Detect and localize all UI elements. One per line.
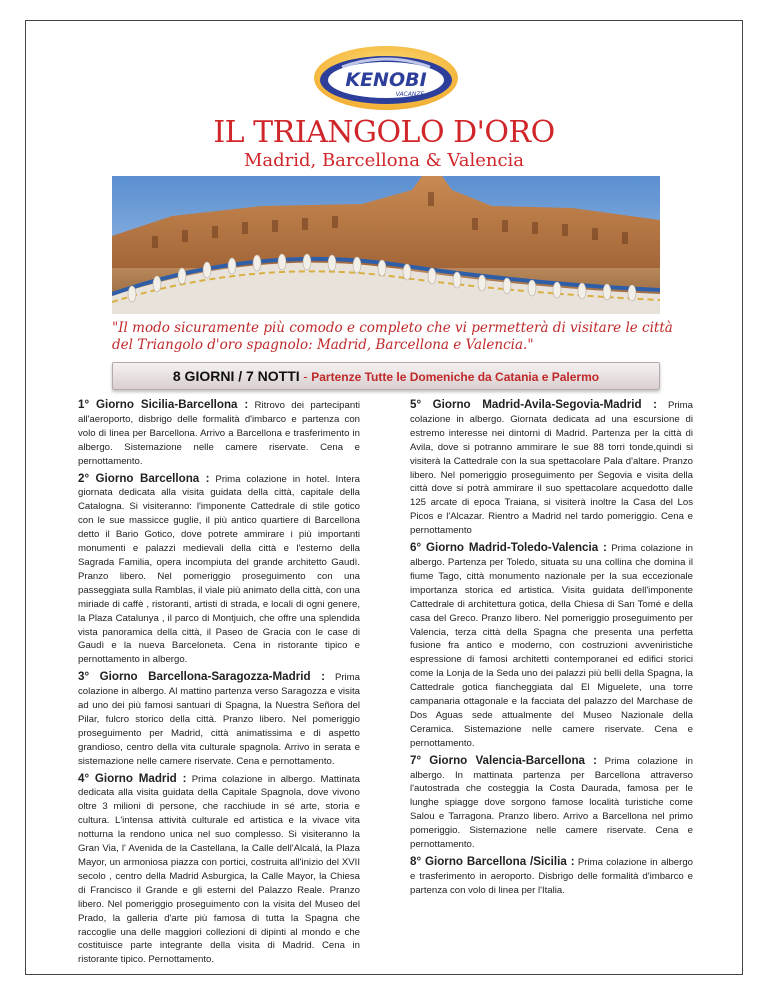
itinerary-column-right <box>410 398 693 901</box>
day-paragraph <box>78 472 360 668</box>
day-paragraph <box>78 398 360 469</box>
day-paragraph <box>78 670 360 768</box>
day-text: Prima colazione in albergo. Partenza per Toledo, situata su una collina che domina il fiume Tago, città monumento nazionale per la sua eccezionale importanza storica ed artistica. Visita guidata dell'imponente Cattedrale di architettura gotica, della Chiesa di San Tomé e della casa del Greco. Pranzo libero. Nel pomeriggio proseguimento per Valencia, terza città della Spagna che presenta una perfetta fusione fra antico e moderno, con costruzioni avveniristiche espressione di famosi architetti contemporanei ed edifici storici come la Lonja de la Seda uno dei palazzi più belli della Spagna, la Cattedrale gotica fiancheggiata dal El Miguelete, una torre campanaria ottagonale e la facciata del palazzo del Marchase de Dos Aguas sede attualmente del Museo Nazionale della Ceramica. Sistemazione nelle camere riservate. Cena e pernottamento. <box>410 543 693 749</box>
day-paragraph <box>410 754 693 852</box>
day-heading: 7° Giorno Valencia-Barcellona : <box>410 753 598 767</box>
page-subtitle: Madrid, Barcellona & Valencia <box>243 150 525 171</box>
banner-separator: - <box>299 369 312 384</box>
page-title: IL TRIANGOLO D'ORO <box>213 115 555 150</box>
plaza-de-espana-photo <box>112 176 660 314</box>
departures-label: Partenze Tutte le Domeniche da Catania e Palermo <box>311 370 600 384</box>
day-heading: 5° Giorno Madrid-Avila-Segovia-Madrid : <box>410 398 657 411</box>
day-heading: 6° Giorno Madrid-Toledo-Valencia : <box>410 541 607 555</box>
day-text: Prima colazione in albergo. In mattinata partenza per Barcellona attraverso l'autostrada che costeggia la Costa Daurada, famosa per le lunghe spiagge dove sorgono famose località turistiche come Salou e Tarragona. Pranzo libero. Arrivo a Barcellona nel primo pomeriggio. Sistemazione nelle camere riservate. Cena e pernottamento. <box>410 755 693 851</box>
day-heading: 2° Giorno Barcellona : <box>78 471 210 485</box>
day-paragraph <box>78 772 360 968</box>
day-heading: 8° Giorno Barcellona /Sicilia : <box>410 855 575 868</box>
day-text: Prima colazione in albergo. Al mattino partenza verso Saragozza e visita ad uno dei più famosi santuari di Spagna, la Nuestra Señora del Pilar, fulcro storico della città. Pranzo libero. Nel pomeriggio proseguimento per Madrid, città animatissima e di aspetto grandioso, centro della vita culturale spagnola. Arrivo in serata e sistemazione nelle camere riservate. Cena e pernottamento. <box>78 672 360 767</box>
day-paragraph <box>410 855 693 898</box>
day-heading: 4° Giorno Madrid : <box>78 771 187 785</box>
day-text: Ritrovo dei partecipanti all'aeroporto, disbrigo delle formalità d'imbarco e partenza con volo di linea per Barcellona. Arrivo a Barcellona e trasferimento in albergo. Sistemazione nelle camere riservate. Cena e pernottamento. <box>78 400 360 467</box>
duration-banner <box>112 362 660 390</box>
logo-tagline-text: VACANZE <box>395 91 425 98</box>
day-heading: 3° Giorno Barcellona-Saragozza-Madrid : <box>78 670 325 684</box>
duration-label: 8 GIORNI / 7 NOTTI <box>172 368 300 384</box>
intro-quote: "Il modo sicuramente più comodo e completo che vi permetterà di visitare le città del Triangolo d'oro spagnolo: Madrid, Barcellona e Valencia." <box>112 320 673 353</box>
itinerary-column-left <box>78 398 360 970</box>
day-text: Prima colazione in hotel. Intera giornata dedicata alla visita guidata della città, capitale della Catalogna. Si visiteranno: l'imponente Cattedrale di stile gotico con le sue massicce guglie, il più antico quartiere di Barcellona detto il Bario Gotico, dove potrete ammirare i più importanti monumenti e palazzi medievali della città e l'esterno della Sagrada Familia, opera incompiuta del grande architetto Gaudì. Pranzo libero. Nel pomeriggio proseguimento con una passeggiata sulla Ramblas, il viale più animato della città, con una miriade di caffè , ristoranti, artisti di strada, e locali di ogni genere, la Plaza Catalunya , il parco di Montjuich, che offre una splendida vista panoramica della città, il Paseo de Gracia con le case di Gaudì e la nueva Barceloneta. Cena in ristorante tipico e pernottamento in albergo. <box>78 473 361 666</box>
day-text: Prima colazione in albergo. Giornata dedicata ad una escursione di estremo interesse nei dintorni di Madrid. Partenza per la città di Avila, dove si potranno ammirare le sue 88 torri tonde,quindi si visiterà la Cattedrale con la sua spettacolare Pala d'altare. Pranzo libero. Nel pomeriggio proseguimento per Segovia e visita della città dove si potrà ammirare il suo spettacolare acquedotto dalle 125 arcate di epoca Traiana, si visiterà inoltre la Casa del Los Picos e l'Alcazar. Rientro a Madrid nel tardo pomeriggio. Cena e pernottamento <box>410 400 694 537</box>
day-paragraph <box>410 541 693 751</box>
day-text: Prima colazione in albergo e trasferimento in aeroporto. Disbrigo delle formalità d'imbarco e partenza con volo di linea per l'Italia. <box>410 857 693 896</box>
logo-brand-text: KENOBI <box>345 69 427 91</box>
kenobi-vacanze-logo <box>312 43 460 113</box>
day-paragraph <box>410 398 693 538</box>
day-text: Prima colazione in albergo. Mattinata dedicata alla visita guidata della Capitale Spagnola, dove vivono oltre 3 milioni di persone, che racchiude in sé arte, storia e cultura. L'intensa attività culturale ed artistica e la vivace vita notturna la rendono unica nel suo complesso. Si visiteranno la Gran Via, l' Avenida de la Castellana, la Calle dell'Alcalá, la Plaza Mayor, un armoniosa piazza con portici, costruita all'inizio del XVII secolo , centro della Madrid Asburgica, la Calle Mayor, la Chiesa di Francisco il Grande e gli esterni del Palazzo Reale. Pranzo libero. Nel pomeriggio proseguimento con la visita del Museo del Prado, la galleria d'arte più famosa di tutta la Spagna che raccoglie una delle maggiori collezioni di dipinti al mondo e che costituisce parte integrante della visita di Madrid. Cena in ristorante tipico. Pernottamento. <box>78 773 360 966</box>
day-heading: 1° Giorno Sicilia-Barcellona : <box>78 398 249 411</box>
